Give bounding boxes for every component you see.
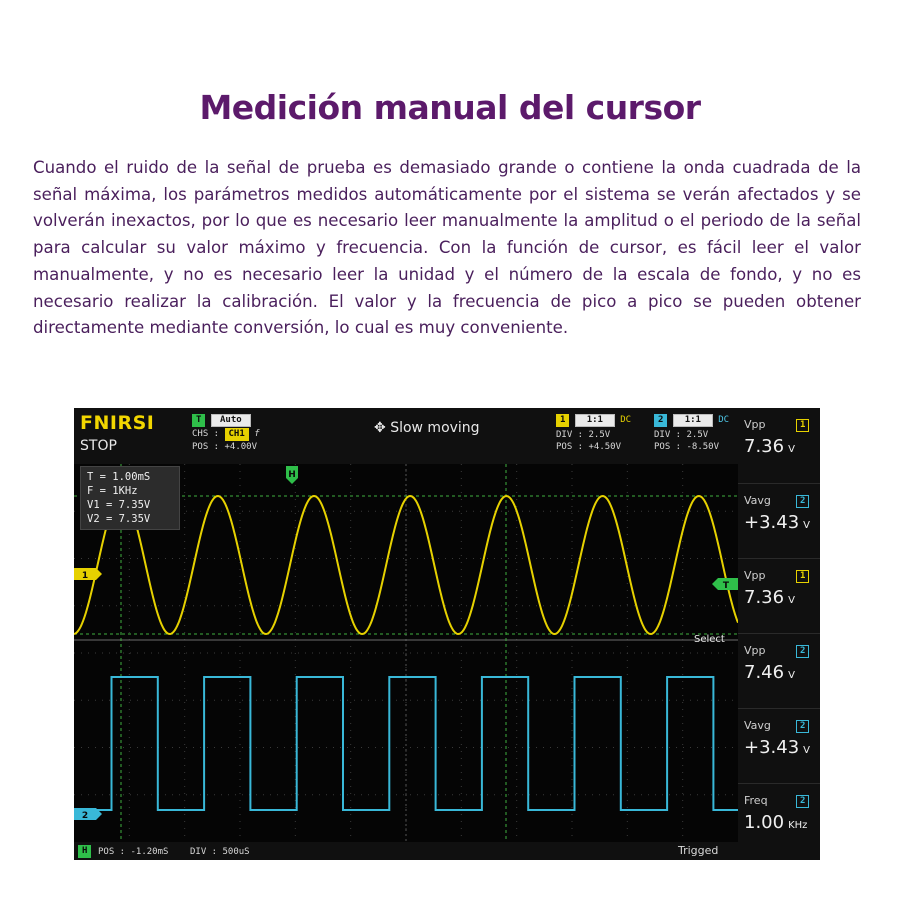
trigger-source[interactable]: CH1 [225,428,249,441]
measurement-panel [738,408,820,860]
measurement-channel-tag: 2 [796,795,809,808]
move-cross-icon: ✥ [374,420,386,436]
cursor-time: T = 1.00mS [87,471,151,483]
measurement-label: Vpp [744,569,766,582]
acquisition-mode-label: Slow moving [390,420,480,436]
measurement-value: 7.36 V [744,436,795,457]
cursor-v2: V2 = 7.35V [87,513,151,525]
measurement-label: Freq [744,794,768,807]
trigger-pos: POS : +4.00V [192,442,258,452]
ch2-marker-label: 2 [81,811,89,821]
ch1-coupling[interactable]: DC [620,415,632,425]
measurement-channel-tag: 1 [796,419,809,432]
ch2-pos: POS : -8.50V [654,442,720,452]
oscilloscope-screen [74,408,820,860]
measurement-item[interactable] [738,558,820,632]
trigger-source-label: CHS : [192,429,220,439]
intro-paragraph: Cuando el ruido de la señal de prueba es demasiado grande o contiene la onda cuadrada de la señal máxima, los parámetros medidos automáticamente por el sistema se verán afectados y se volverán inexactos, por lo que es necesario leer manualmente la amplitud o el periodo de la señal para calcular su valor máximo y frecuencia. Con la función de cursor, es fácil leer el valor manualmente, y no es necesario leer la unidad y el número de la escala de fondo, y no es necesario realizar la calibración. El valor y la frecuencia de pico a pico se pueden obtener directamente mediante conversión, lo cual es muy conveniente. [33,158,861,338]
cursor-frequency: F = 1KHz [87,485,138,497]
ch2-coupling[interactable]: DC [718,415,730,425]
h-marker[interactable] [286,466,298,484]
measurement-channel-tag: 1 [796,570,809,583]
trigger-marker-label: T [722,581,730,591]
select-label[interactable]: Select [694,634,725,645]
trigger-mode[interactable]: Auto [211,414,251,427]
measurement-value: 7.36 V [744,587,795,608]
h-marker-label: H [288,470,296,480]
measurement-value: +3.43 V [744,737,811,758]
measurement-value: 7.46 V [744,662,795,683]
ch1-level-marker[interactable] [74,568,102,581]
ch2-tag: 2 [654,414,667,427]
measurement-label: Vpp [744,418,766,431]
top-status-bar [74,408,738,464]
run-state-label[interactable]: STOP [80,438,117,454]
ch2-level-marker[interactable] [74,808,102,821]
measurement-value: +3.43 V [744,512,811,533]
measurement-channel-tag: 2 [796,645,809,658]
measurement-item[interactable] [738,483,820,557]
ch1-pos: POS : +4.50V [556,442,622,452]
ch1-marker-label: 1 [81,571,89,581]
ch1-tag: 1 [556,414,569,427]
trigger-edge-icon[interactable]: f [254,429,260,439]
measurement-label: Vavg [744,494,771,507]
measurement-item[interactable] [738,633,820,707]
ch2-ratio[interactable]: 1:1 [673,414,713,427]
measurement-channel-tag: 2 [796,720,809,733]
ch1-ratio[interactable]: 1:1 [575,414,615,427]
timebase-tag: H [78,845,91,858]
page-title: Medición manual del cursor [199,88,701,127]
trigger-tag: T [192,414,205,427]
ch2-div: DIV : 2.5V [654,430,709,440]
trigger-level-marker[interactable] [712,578,738,591]
brand-logo: FNIRSI [80,412,155,434]
measurement-channel-tag: 2 [796,495,809,508]
ch1-settings[interactable] [556,414,631,453]
cursor-readout [80,466,180,530]
measurement-item[interactable] [738,708,820,782]
measurement-item[interactable] [738,783,820,857]
acquisition-mode[interactable] [374,420,480,436]
trigger-panel[interactable] [192,414,260,453]
bottom-status-bar [74,842,738,860]
measurement-label: Vpp [744,644,766,657]
measurement-label: Vavg [744,719,771,732]
timebase-div[interactable]: DIV : 500uS [190,847,250,857]
measurement-item[interactable] [738,408,820,482]
cursor-v1: V1 = 7.35V [87,499,151,511]
ch2-settings[interactable] [654,414,729,453]
timebase-pos[interactable]: POS : -1.20mS [98,847,169,857]
ch1-div: DIV : 2.5V [556,430,611,440]
measurement-value: 1.00 KHz [744,812,808,833]
trigger-status: Trigged [678,844,719,857]
